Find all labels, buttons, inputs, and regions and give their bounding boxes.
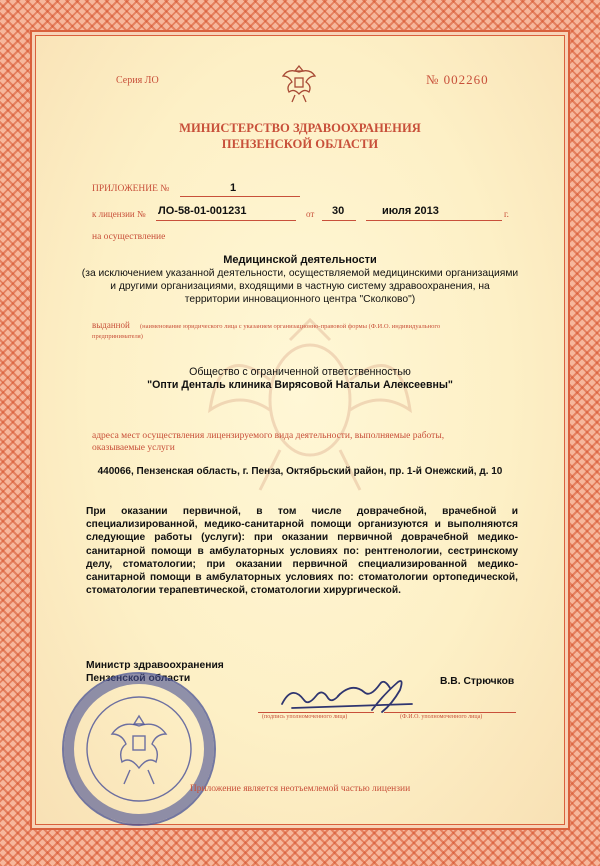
- appendix-note: Приложение является неотъемлемой частью лицензии: [189, 784, 411, 794]
- signatory-name: В.В. Стрючков: [440, 676, 515, 687]
- activity-desc-line3: территории инновационного центра "Сколково"): [184, 294, 416, 305]
- activity-desc-line1: (за исключением указанной деятельности, осуществляемой медицинскими организациями: [81, 268, 519, 279]
- ministry-title-line1: МИНИСТЕРСТВО ЗДРАВООХРАНЕНИЯ: [179, 121, 421, 135]
- coat-of-arms-icon: [280, 62, 318, 104]
- license-month-year: июля 2013: [382, 205, 439, 217]
- issued-hint-line2: предпринимателя): [92, 333, 143, 340]
- services-text: При оказании первичной, в том числе доврачебной, врачебной и специализированной, медико-санитарной помощи организуются и выполняются следующие работы (услуги): при оказании первичной доврачебной медико-санитарной помощи в амбулаторных условиях по: рентгенологии, сестринскому делу, стоматологии; при оказании первичной специализированной медико-санитарной помощи в амбулаторных условиях по: стоматологии ортопедической, стоматологии терапевтической, стоматологии хирургической.: [86, 506, 518, 597]
- issued-hint-line1: (наименование юридического лица с указанием организационно-правовой формы (Ф.И.О. индивидуального: [140, 323, 441, 330]
- license-day-line: [322, 220, 356, 221]
- issued-hint: [140, 322, 520, 331]
- address-label-line2: оказываемые услуги: [92, 443, 175, 453]
- name-hint: (Ф.И.О. уполномоченного лица): [400, 714, 483, 720]
- license-from-label: от: [306, 209, 315, 219]
- issued-label: выданной: [92, 320, 130, 330]
- activity-desc-line2: и другими организациями, входящими в частную систему здравоохранения, на: [110, 281, 490, 292]
- ministry-title: [100, 120, 500, 152]
- signature-hint: (подпись уполномоченного лица): [262, 714, 348, 720]
- organization-name: [70, 366, 530, 392]
- appendix-number: 1: [230, 182, 237, 194]
- appendix-field-line: [180, 196, 300, 197]
- license-day: 30: [332, 205, 345, 217]
- form-number: № 002260: [426, 72, 489, 87]
- license-month-line: [366, 220, 502, 221]
- name-line: [384, 712, 516, 713]
- signature-line: [258, 712, 374, 713]
- organization-line1: Общество с ограниченной ответственностью: [189, 366, 411, 378]
- organization-line2: "Опти Денталь клиника Вирясовой Натальи Алексеевны": [147, 379, 453, 391]
- official-stamp: [62, 672, 216, 826]
- signatory-title-line1: Министр здравоохранения: [86, 660, 224, 671]
- activity-title: Медицинской деятельности: [223, 254, 377, 266]
- signatory-title-line2: Пензенской области: [86, 672, 191, 684]
- license-prefix: к лицензии №: [92, 209, 146, 219]
- activity-block: [60, 254, 540, 306]
- ministry-title-line2: ПЕНЗЕНСКОЙ ОБЛАСТИ: [221, 137, 379, 151]
- address-label: [92, 430, 522, 454]
- address-value: 440066, Пензенская область, г. Пенза, Октябрьский район, пр. 1-й Онежский, д. 10: [97, 466, 503, 477]
- activity-label: на осуществление: [92, 232, 166, 242]
- stamp-eagle-icon: [64, 674, 214, 824]
- license-number-line: [156, 220, 296, 221]
- license-year-suffix: г.: [504, 209, 509, 219]
- appendix-label: ПРИЛОЖЕНИЕ №: [92, 184, 170, 194]
- series-label: Серия ЛО: [116, 75, 159, 86]
- address-label-line1: адреса мест осуществления лицензируемого вида деятельности, выполняемые работы,: [92, 431, 445, 441]
- license-number: ЛО-58-01-001231: [158, 205, 247, 217]
